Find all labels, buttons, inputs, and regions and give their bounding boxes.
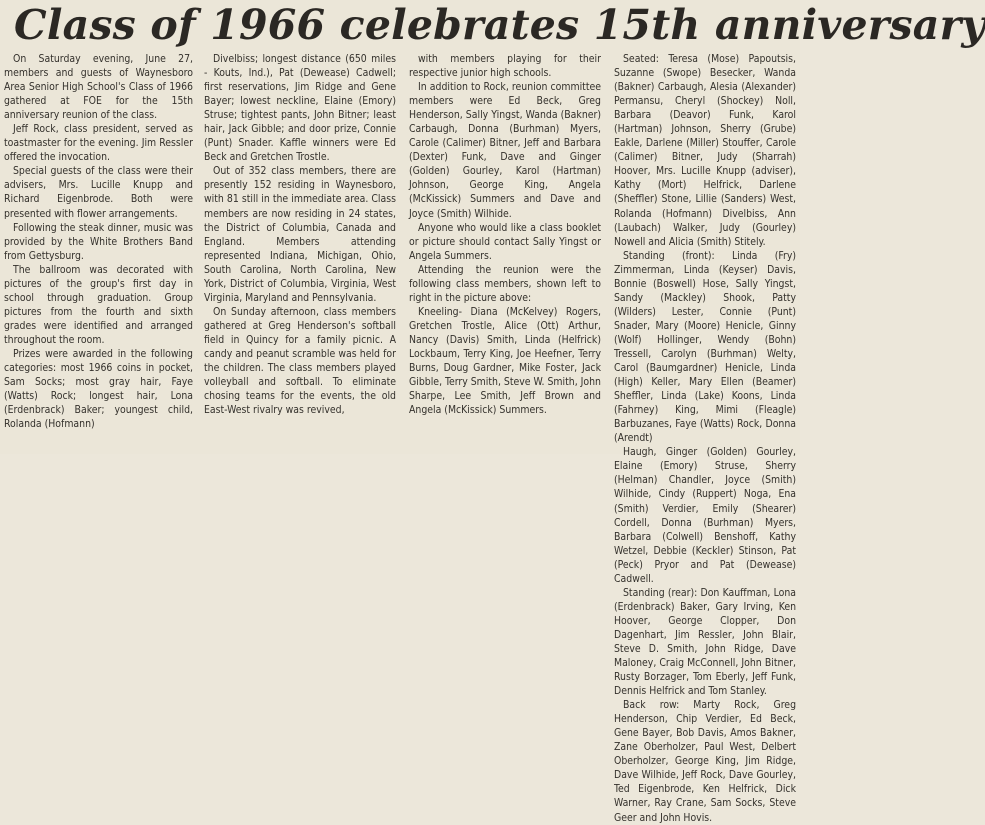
article-paragraph: Jeff Rock, class president, served as toastmaster for the evening. Jim Ressler offered the invocation.: [4, 123, 193, 164]
article-paragraph: Seated: Teresa (Mose) Papoutsis, Suzanne (Swope) Besecker, Wanda (Bakner) Carbaugh, Alesia (Alexander) Permansu, Cheryl (Shockey) Noll, Barbara (Deavor) Funk, Karol (Hartman) Johnson, Sherry (Grube) Eakle, Darlene (Miller) Stouffer, Carole (Calimer) Bitner, Judy (Sharrah) Hoover, Mrs. Lucille Knupp (adviser), Kathy (Mort) Helfrick, Darlene (Sheffler) Stone, Lillie (Sanders) West, Rolanda (Hofmann) Divelbiss, Ann (Laubach) Walker, Judy (Gourley) Nowell and Alicia (Smith) Stitely.: [614, 53, 796, 248]
article-body: [0, 52, 800, 824]
article-paragraph: On Sunday afternoon, class members gathered at Greg Henderson's softball field in Quincy for a family picnic. A candy and peanut scramble was held for the children. The class members played volleyball and softball. To eliminate chosing teams for the events, the old East-West rivalry was revived,: [204, 305, 396, 417]
article-paragraph: In addition to Rock, reunion committee members were Ed Beck, Greg Henderson, Sally Yingst, Wanda (Bakner) Carbaugh, Donna (Burhman) Myers, Carole (Calimer) Bitner, Jeff and Barbara (Dexter) Funk, Dave and Ginger (Golden) Gourley, Karol (Hartman) Johnson, George King, Angela (McKissick) Summers and Dave and Joyce (Smith) Wilhide.: [409, 81, 601, 220]
article-paragraph: with members playing for their respective junior high schools.: [409, 53, 601, 80]
article-headline: Class of 1966 celebrates 15th anniversary: [14, 1, 985, 49]
article-paragraph: Standing (front): Linda (Fry) Zimmerman, Linda (Keyser) Davis, Bonnie (Boswell) Hose, Sally Yingst, Sandy (Mackley) Shook, Patty (Wilders) Lester, Connie (Punt) Snader, Mary (Moore) Henicle, Ginny (Wolf) Hollinger, Wendy (Bohn) Tressell, Carolyn (Burhman) Welty, Carol (Baumgardner) Henicle, Linda (High) Keller, Mary Ellen (Beamer) Sheffler, Linda (Lake) Koons, Linda (Fahrney) King, Mimi (Fleagle) Barbuzanes, Faye (Watts) Rock, Donna (Arendt): [614, 249, 796, 445]
article-column-3: [409, 52, 601, 454]
article-paragraph: Special guests of the class were their advisers, Mrs. Lucille Knupp and Richard Eigenbrode. Both were presented with flower arrangements.: [4, 165, 193, 220]
article-paragraph: The ballroom was decorated with pictures of the group's first day in school through graduation. Group pictures from the fourth and sixth grades were identified and arranged throughout the room.: [4, 263, 193, 346]
article-paragraph: Attending the reunion were the following class members, shown left to right in the picture above:: [409, 263, 601, 304]
article-paragraph: Following the steak dinner, music was provided by the White Brothers Band from Gettysburg.: [4, 221, 193, 262]
article-column-2: [204, 52, 396, 454]
article-paragraph: Out of 352 class members, there are presently 152 residing in Waynesboro, with 81 still in the immediate area. Class members are now residing in 24 states, the District of Columbia, Canada and England. Members attending represented Indiana, Michigan, Ohio, South Carolina, North Carolina, New York, District of Columbia, Virginia, West Virginia, Maryland and Pennsylvania.: [204, 165, 396, 304]
article-paragraph: Haugh, Ginger (Golden) Gourley, Elaine (Emory) Struse, Sherry (Helman) Chandler, Joyce (Smith) Wilhide, Cindy (Ruppert) Noga, Ena (Smith) Verdier, Emily (Shearer) Cordell, Donna (Burhman) Myers, Barbara (Colwell) Benshoff, Kathy Wetzel, Debbie (Keckler) Stinson, Pat (Peck) Pryor and Pat (Dewease) Cadwell.: [614, 446, 796, 585]
article-paragraph: Kneeling- Diana (McKelvey) Rogers, Gretchen Trostle, Alice (Ott) Arthur, Nancy (Davis) Smith, Linda (Helfrick) Lockbaum, Terry King, Joe Heefner, Terry Burns, Doug Gardner, Mike Foster, Jack Gibble, Terry Smith, Steve W. Smith, John Sharpe, Lee Smith, Jeff Brown and Angela (McKissick) Summers.: [409, 305, 601, 417]
article-column-1: [4, 52, 193, 454]
article-paragraph: Back row: Marty Rock, Greg Henderson, Chip Verdier, Ed Beck, Gene Bayer, Bob Davis, Amos Bakner, Zane Oberholzer, Paul West, Delbert Oberholzer, George King, Jim Ridge, Dave Wilhide, Jeff Rock, Dave Gourley, Ted Eigenbrode, Ken Helfrick, Dick Warner, Ray Crane, Sam Socks, Steve Geer and John Hovis.: [614, 699, 796, 824]
article-paragraph: On Saturday evening, June 27, members and guests of Waynesboro Area Senior High School's Class of 1966 gathered at FOE for the 15th anniversary reunion of the class.: [4, 53, 193, 122]
article-paragraph: Anyone who would like a class booklet or picture should contact Sally Yingst or Angela Summers.: [409, 221, 601, 262]
article-paragraph: Divelbiss; longest distance (650 miles - Kouts, Ind.), Pat (Dewease) Cadwell; first reservations, Jim Ridge and Gene Bayer; lowest neckline, Elaine (Emory) Struse; tightest pants, John Bitner; least hair, Jack Gibble; and door prize, Connie (Punt) Snader. Kaffle winners were Ed Beck and Gretchen Trostle.: [204, 53, 396, 164]
article-paragraph: Prizes were awarded in the following categories: most 1966 coins in pocket, Sam Socks; most gray hair, Faye (Watts) Rock; longest hair, Lona (Erdenbrack) Baker; youngest child, Rolanda (Hofmann): [4, 347, 193, 431]
article-column-4: [614, 52, 796, 824]
article-paragraph: Standing (rear): Don Kauffman, Lona (Erdenbrack) Baker, Gary Irving, Ken Hoover, George Clopper, Don Dagenhart, Jim Ressler, John Blair, Steve D. Smith, John Ridge, Dave Maloney, Craig McConnell, John Bitner, Rusty Borzager, Tom Eberly, Jeff Funk, Dennis Helfrick and Tom Stanley.: [614, 586, 796, 698]
